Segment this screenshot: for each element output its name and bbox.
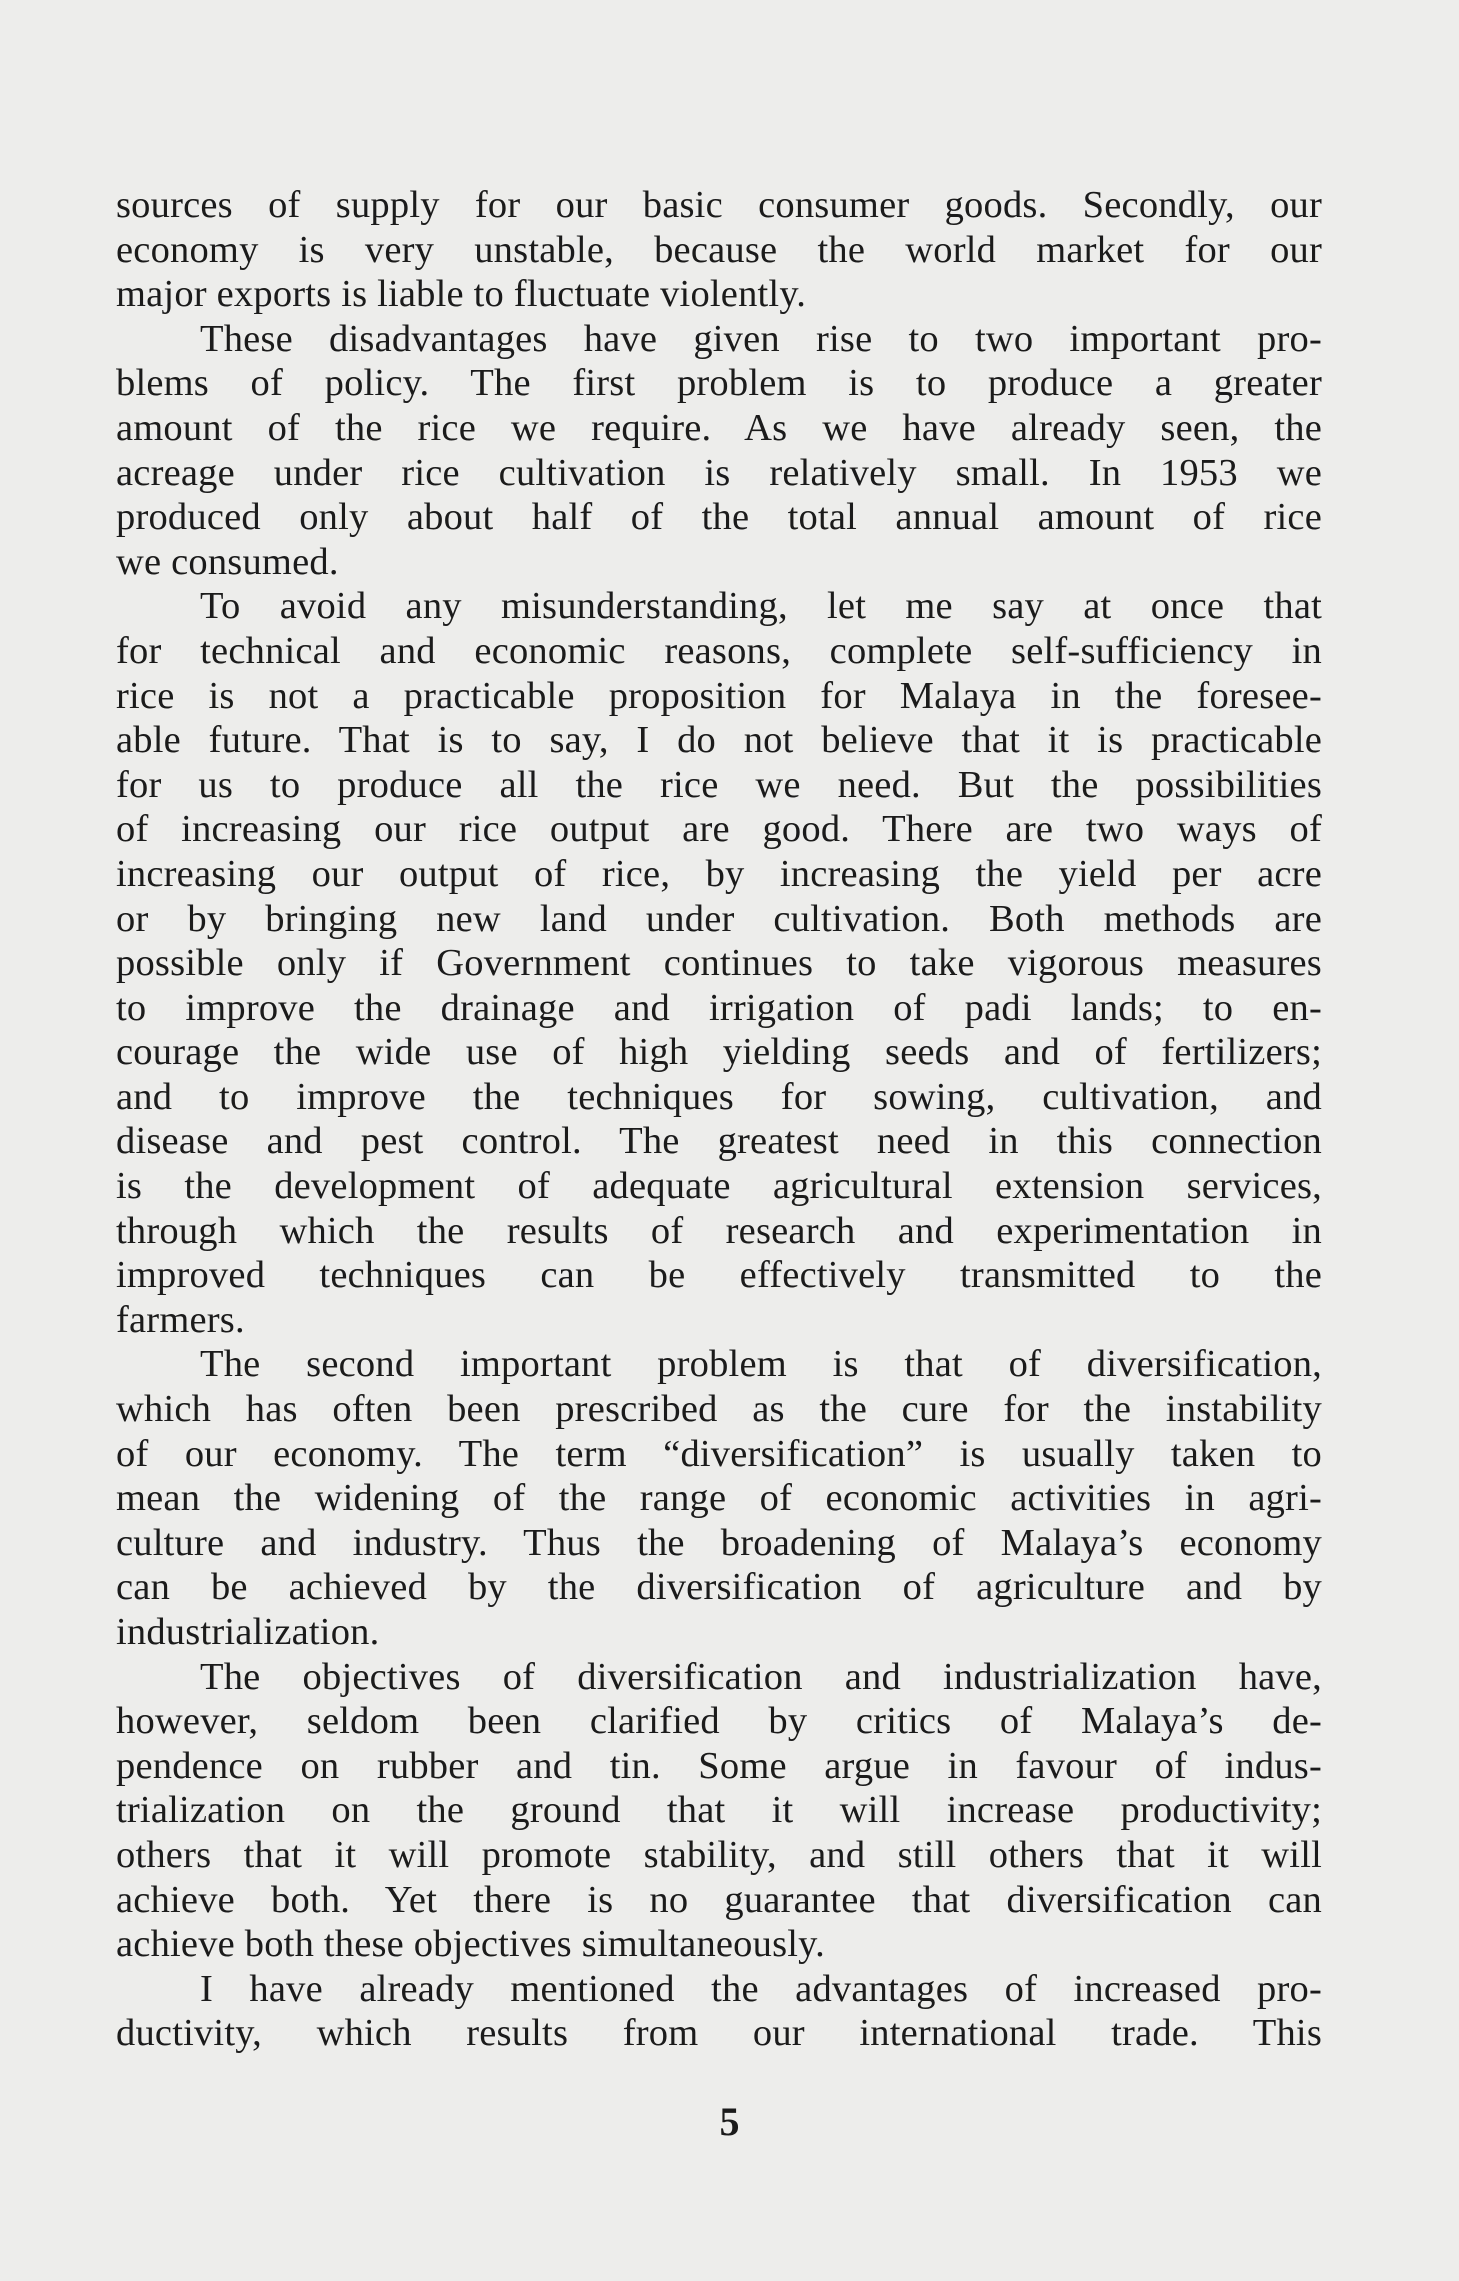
page-number: 5: [719, 2099, 740, 2144]
text-line: to improve the drainage and irrigation of padi lands; to en-: [116, 986, 1322, 1029]
text-line: or by bringing new land under cultivation. Both methods are: [116, 897, 1322, 940]
paragraph: [116, 1342, 1322, 1654]
text-line: economy is very unstable, because the world market for our: [116, 228, 1322, 271]
text-line: amount of the rice we require. As we have already seen, the: [116, 406, 1322, 449]
text-line: farmers.: [116, 1298, 245, 1341]
text-line: able future. That is to say, I do not believe that it is practicable: [116, 719, 1322, 762]
text-line: for technical and economic reasons, complete self-sufficiency in: [116, 629, 1322, 672]
text-line: is the development of adequate agricultural extension services,: [116, 1165, 1322, 1208]
text-line: The objectives of diversification and industrialization have,: [200, 1655, 1322, 1698]
text-line: through which the results of research and experimentation in: [116, 1209, 1322, 1252]
text-line: acreage under rice cultivation is relatively small. In 1953 we: [116, 451, 1322, 494]
paragraph: [116, 584, 1322, 1342]
text-line: mean the widening of the range of economic activities in agri-: [116, 1477, 1322, 1520]
text-line: others that it will promote stability, and still others that it will: [116, 1833, 1322, 1876]
text-line: however, seldom been clarified by critics of Malaya’s de-: [116, 1700, 1322, 1743]
text-line: The second important problem is that of diversification,: [200, 1343, 1322, 1386]
text-line: courage the wide use of high yielding seeds and of fertilizers;: [116, 1031, 1322, 1074]
paragraph: [116, 183, 1322, 317]
paragraph: [116, 317, 1322, 585]
text-line: trialization on the ground that it will increase productivity;: [116, 1789, 1322, 1832]
page-body: [116, 183, 1322, 2056]
text-line: achieve both these objectives simultaneously.: [116, 1923, 825, 1966]
text-line: major exports is liable to fluctuate violently.: [116, 273, 807, 316]
text-line: culture and industry. Thus the broadening of Malaya’s economy: [116, 1521, 1322, 1564]
text-line: can be achieved by the diversification of agriculture and by: [116, 1566, 1322, 1609]
paragraph: [116, 1967, 1322, 2056]
text-line: increasing our output of rice, by increasing the yield per acre: [116, 852, 1322, 895]
text-line: of increasing our rice output are good. There are two ways of: [116, 808, 1322, 851]
text-line: I have already mentioned the advantages of increased pro-: [200, 1967, 1322, 2010]
text-line: disease and pest control. The greatest need in this connection: [116, 1120, 1322, 1163]
text-line: we consumed.: [116, 540, 339, 583]
text-line: rice is not a practicable proposition for Malaya in the foresee-: [116, 674, 1322, 717]
text-line: achieve both. Yet there is no guarantee that diversification can: [116, 1878, 1322, 1921]
text-line: ductivity, which results from our international trade. This: [116, 2012, 1322, 2055]
text-line: pendence on rubber and tin. Some argue in favour of indus-: [116, 1744, 1322, 1787]
text-line: possible only if Government continues to take vigorous measures: [116, 942, 1322, 985]
text-line: sources of supply for our basic consumer goods. Secondly, our: [116, 184, 1322, 226]
paragraph: [116, 1655, 1322, 1967]
text-line: To avoid any misunderstanding, let me say at once that: [200, 585, 1322, 628]
text-line: improved techniques can be effectively transmitted to the: [116, 1254, 1322, 1297]
text-line: industrialization.: [116, 1611, 380, 1653]
text-line: and to improve the techniques for sowing, cultivation, and: [116, 1075, 1322, 1118]
text-line: blems of policy. The first problem is to produce a greater: [116, 362, 1322, 405]
text-line: produced only about half of the total annual amount of rice: [116, 496, 1322, 539]
text-line: of our economy. The term “diversification” is usually taken to: [116, 1432, 1322, 1475]
text-line: These disadvantages have given rise to two important pro-: [200, 317, 1322, 360]
text-line: which has often been prescribed as the cure for the instability: [116, 1388, 1322, 1431]
text-line: for us to produce all the rice we need. But the possibilities: [116, 763, 1322, 806]
